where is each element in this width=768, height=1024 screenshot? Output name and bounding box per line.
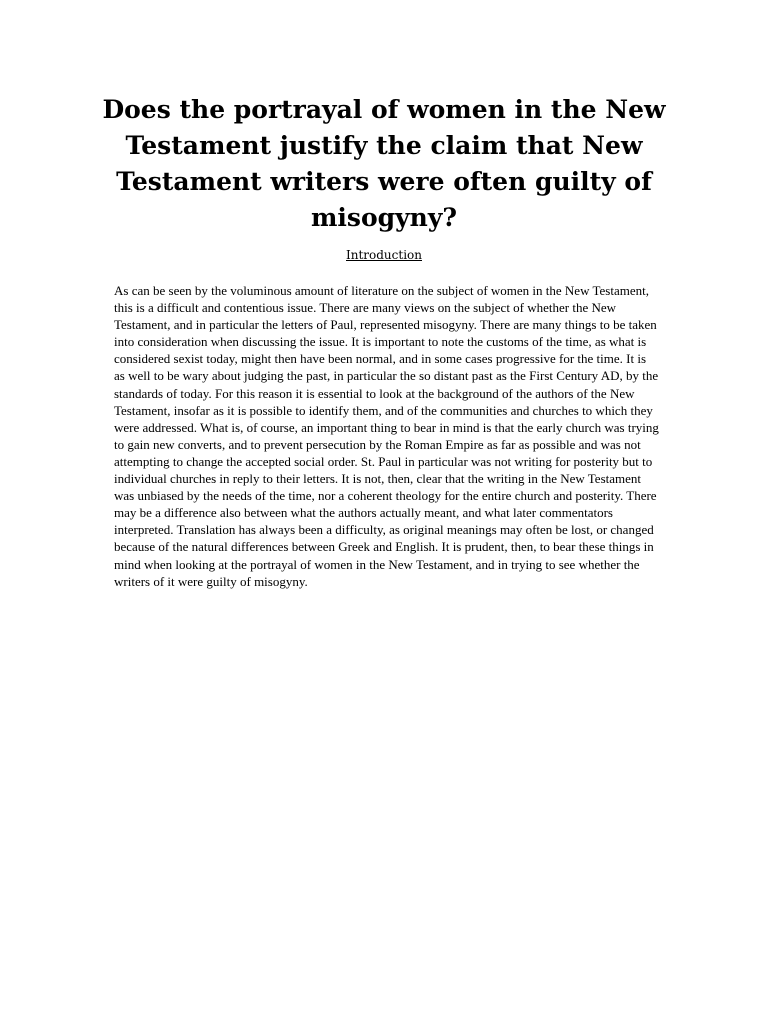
- section-heading: [114, 247, 654, 263]
- section-heading-text: Introduction: [346, 248, 422, 262]
- body-paragraph: As can be seen by the voluminous amount of literature on the subject of women in the New Testament, this is a difficult and contentious issue. There are many views on the subject of whether the New Testament, and in particular the letters of Paul, represented misogyny. There are many things to be taken into consideration when discussing the issue. It is important to note the customs of the time, as what is considered sexist today, might then have been normal, and in some cases progressive for the time. It is as well to be wary about judging the past, in particular the so distant past as the First Century AD, by the standards of today. For this reason it is essential to look at the background of the authors of the New Testament, insofar as it is possible to identify them, and of the communities and churches to which they were addressed. What is, of course, an important thing to bear in mind is that the early church was trying to gain new converts, and to prevent persecution by the Roman Empire as far as possible and was not attempting to change the accepted social order. St. Paul in particular was not writing for posterity but to individual churches in reply to their letters. It is not, then, clear that the writing in the New Testament was unbiased by the needs of the time, nor a coherent theology for the entire church and posterity. There may be a difference also between what the authors actually meant, and what later commentators interpreted. Translation has always been a difficulty, as original meanings may often be lost, or changed because of the natural differences between Greek and English. It is prudent, then, to bear these things in mind when looking at the portrayal of women in the New Testament, and in trying to see whether the writers of it were guilty of misogyny.: [114, 283, 659, 589]
- document-title: Does the portrayal of women in the New Testament justify the claim that New Testament writers were often guilty of misogyny?: [102, 95, 666, 232]
